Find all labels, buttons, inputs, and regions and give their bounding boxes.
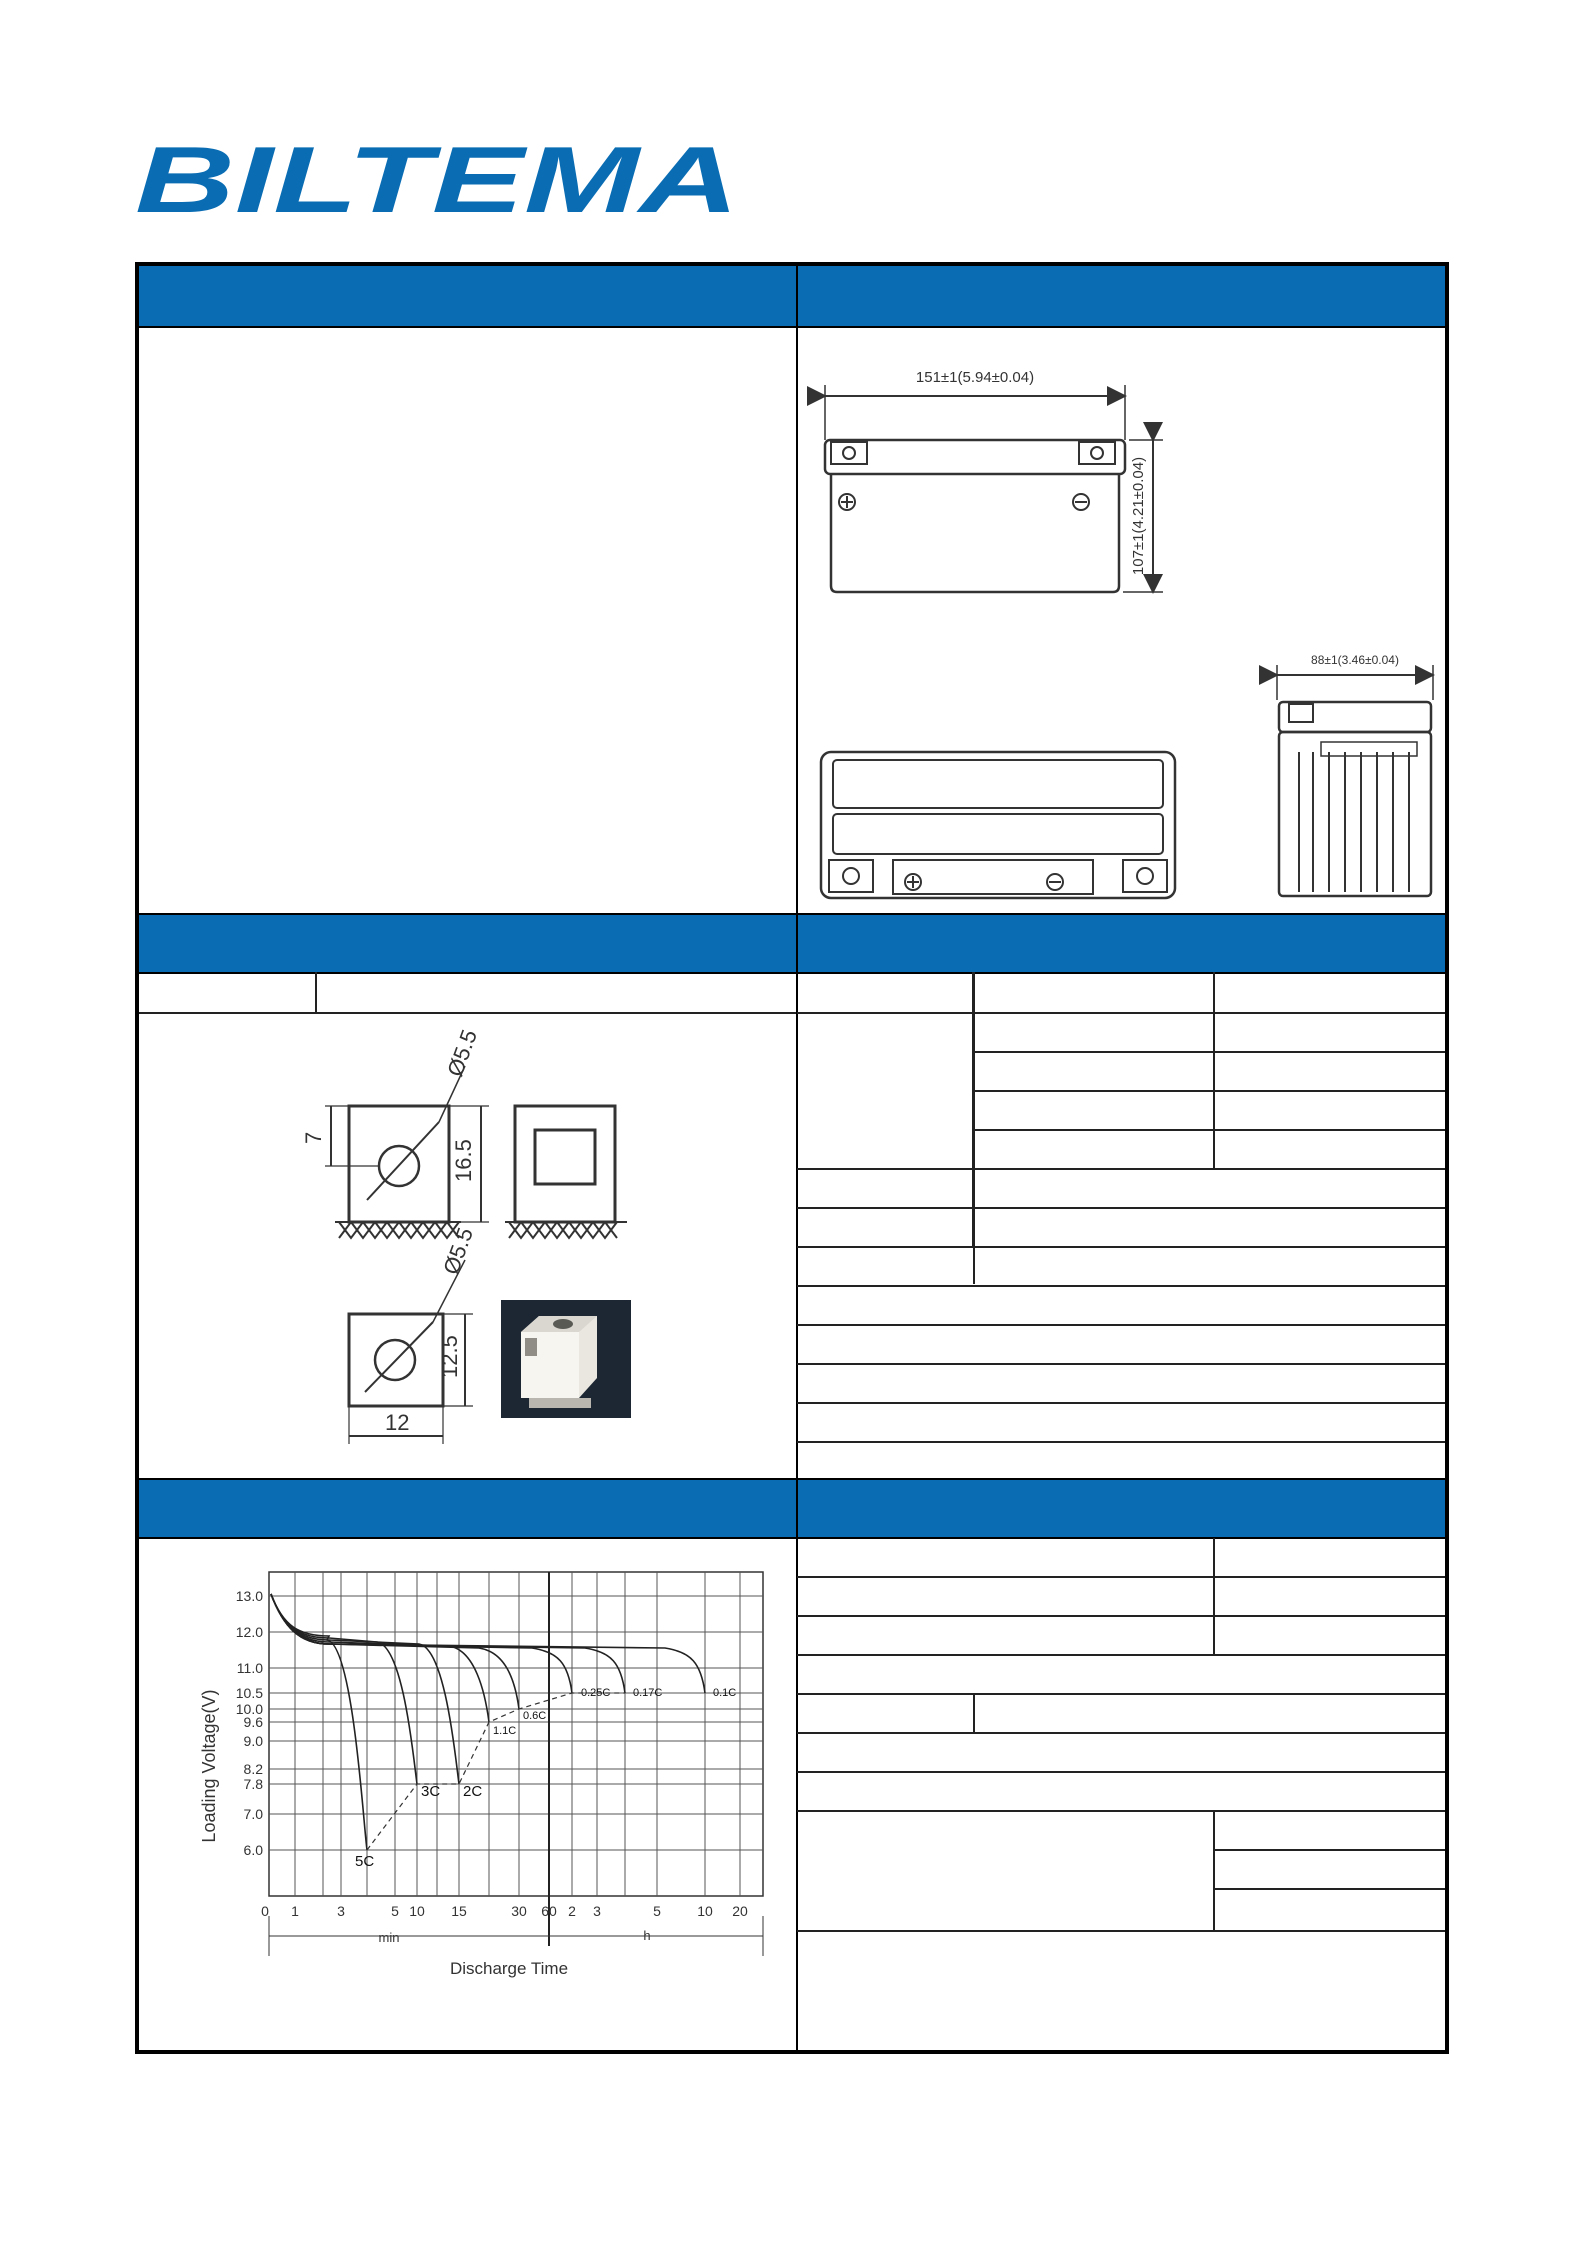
width-dimension: 88±1(3.46±0.04)	[1311, 653, 1399, 667]
series-label: 1.1C	[493, 1725, 517, 1737]
y-tick-label: 10.0	[235, 1701, 263, 1717]
table-line	[797, 1402, 1445, 1404]
x-tick-label: 10	[697, 1903, 713, 1919]
dia-label-1: Ø5.5	[442, 1026, 483, 1080]
table-line	[797, 1732, 1445, 1734]
table-line	[972, 1051, 1445, 1053]
header-bar-3	[139, 1480, 1445, 1538]
y-tick-label: 13.0	[235, 1588, 263, 1604]
brand-name: BILTEMA	[135, 127, 739, 232]
table-line	[797, 1285, 1445, 1287]
dim-7: 7	[301, 1131, 326, 1144]
series-label: 0.1C	[713, 1687, 737, 1699]
table-line	[1213, 1810, 1215, 1930]
y-tick-label: 9.0	[243, 1733, 263, 1749]
x-tick-label: 3	[337, 1903, 345, 1919]
dim-12: 12	[385, 1410, 410, 1435]
row-sep	[139, 326, 1445, 328]
table-line	[797, 1576, 1445, 1578]
table-line	[797, 1693, 1445, 1695]
x-unit-min: min	[378, 1930, 400, 1945]
header-bar-2	[139, 915, 1445, 973]
y-tick-label: 11.0	[236, 1660, 263, 1676]
table-line	[1213, 972, 1215, 1168]
series-label: 2C	[463, 1783, 483, 1800]
table-line	[973, 1129, 975, 1168]
table-line	[797, 1930, 1445, 1932]
table-line	[973, 1693, 975, 1732]
y-tick-label: 9.6	[243, 1714, 263, 1730]
x-tick-label: 0	[261, 1903, 269, 1919]
column-divider	[796, 266, 798, 2050]
table-line	[797, 1168, 1445, 1170]
table-line	[797, 1324, 1445, 1326]
x-unit-h: h	[643, 1928, 651, 1943]
row-sep	[139, 1478, 1445, 1480]
x-tick-label: 3	[593, 1903, 601, 1919]
series-label: 5C	[355, 1853, 375, 1870]
x-tick-label: 5	[653, 1903, 661, 1919]
x-axis-label: Discharge Time	[449, 1959, 569, 1978]
dia-label-2: Ø5.5	[438, 1224, 479, 1278]
table-line	[1213, 1849, 1445, 1851]
series-label: 0.6C	[523, 1710, 547, 1722]
x-tick-label: 15	[451, 1903, 467, 1919]
x-tick-label: 5	[391, 1903, 399, 1919]
x-tick-label: 20	[732, 1903, 748, 1919]
discharge-chart	[159, 1566, 779, 1978]
table-line	[1213, 1538, 1215, 1655]
table-line	[797, 1012, 1445, 1014]
header-bar-1	[139, 266, 1445, 326]
series-label: 3C	[421, 1783, 441, 1800]
x-tick-label: 2	[568, 1903, 576, 1919]
table-line	[797, 1246, 1445, 1248]
table-line	[797, 1207, 1445, 1209]
row-sep	[139, 913, 1445, 915]
biltema-logo	[134, 127, 740, 232]
table-line	[972, 1129, 1445, 1131]
y-tick-label: 10.5	[235, 1685, 263, 1701]
x-tick-label: 1	[291, 1903, 299, 1919]
series-label: 0.17C	[633, 1687, 663, 1699]
table-line	[797, 1441, 1445, 1443]
table-line	[972, 1090, 1445, 1092]
y-axis-label: Loading Voltage(V)	[199, 1689, 219, 1843]
table-line	[973, 1012, 975, 1129]
y-tick-label: 7.0	[243, 1806, 263, 1822]
row-sep	[139, 1537, 1445, 1539]
table-line	[797, 1363, 1445, 1365]
y-tick-label: 8.2	[243, 1761, 263, 1777]
cutoff-voltage-line	[367, 1693, 625, 1850]
y-tick-label: 7.8	[243, 1776, 263, 1792]
dim-16-5: 16.5	[451, 1139, 476, 1182]
x-tick-label: 30	[511, 1903, 527, 1919]
series-label: 0.25C	[581, 1687, 611, 1699]
table-line	[797, 1771, 1445, 1773]
discharge-curve-2c	[271, 1594, 459, 1784]
terminal-drawing	[239, 1026, 719, 1466]
table-line	[797, 1810, 1445, 1812]
x-tick-label: 10	[409, 1903, 425, 1919]
y-tick-label: 6.0	[243, 1842, 263, 1858]
battery-dimension-drawing	[801, 330, 1441, 910]
cell-line	[139, 1012, 796, 1014]
discharge-curve-0-1c	[271, 1594, 705, 1693]
discharge-curve-1-1c	[271, 1594, 489, 1722]
cell-line	[315, 972, 317, 1012]
table-line	[1213, 1888, 1445, 1890]
length-dimension: 151±1(5.94±0.04)	[915, 369, 1035, 386]
row-sep	[139, 972, 1445, 974]
table-line	[797, 1654, 1445, 1656]
height-dimension: 107±1(4.21±0.04)	[1130, 456, 1147, 576]
dim-12-5: 12.5	[437, 1335, 462, 1378]
y-tick-label: 12.0	[235, 1624, 263, 1640]
datasheet-table	[135, 262, 1449, 2054]
table-line	[797, 1615, 1445, 1617]
x-tick-label: 60	[541, 1903, 557, 1919]
